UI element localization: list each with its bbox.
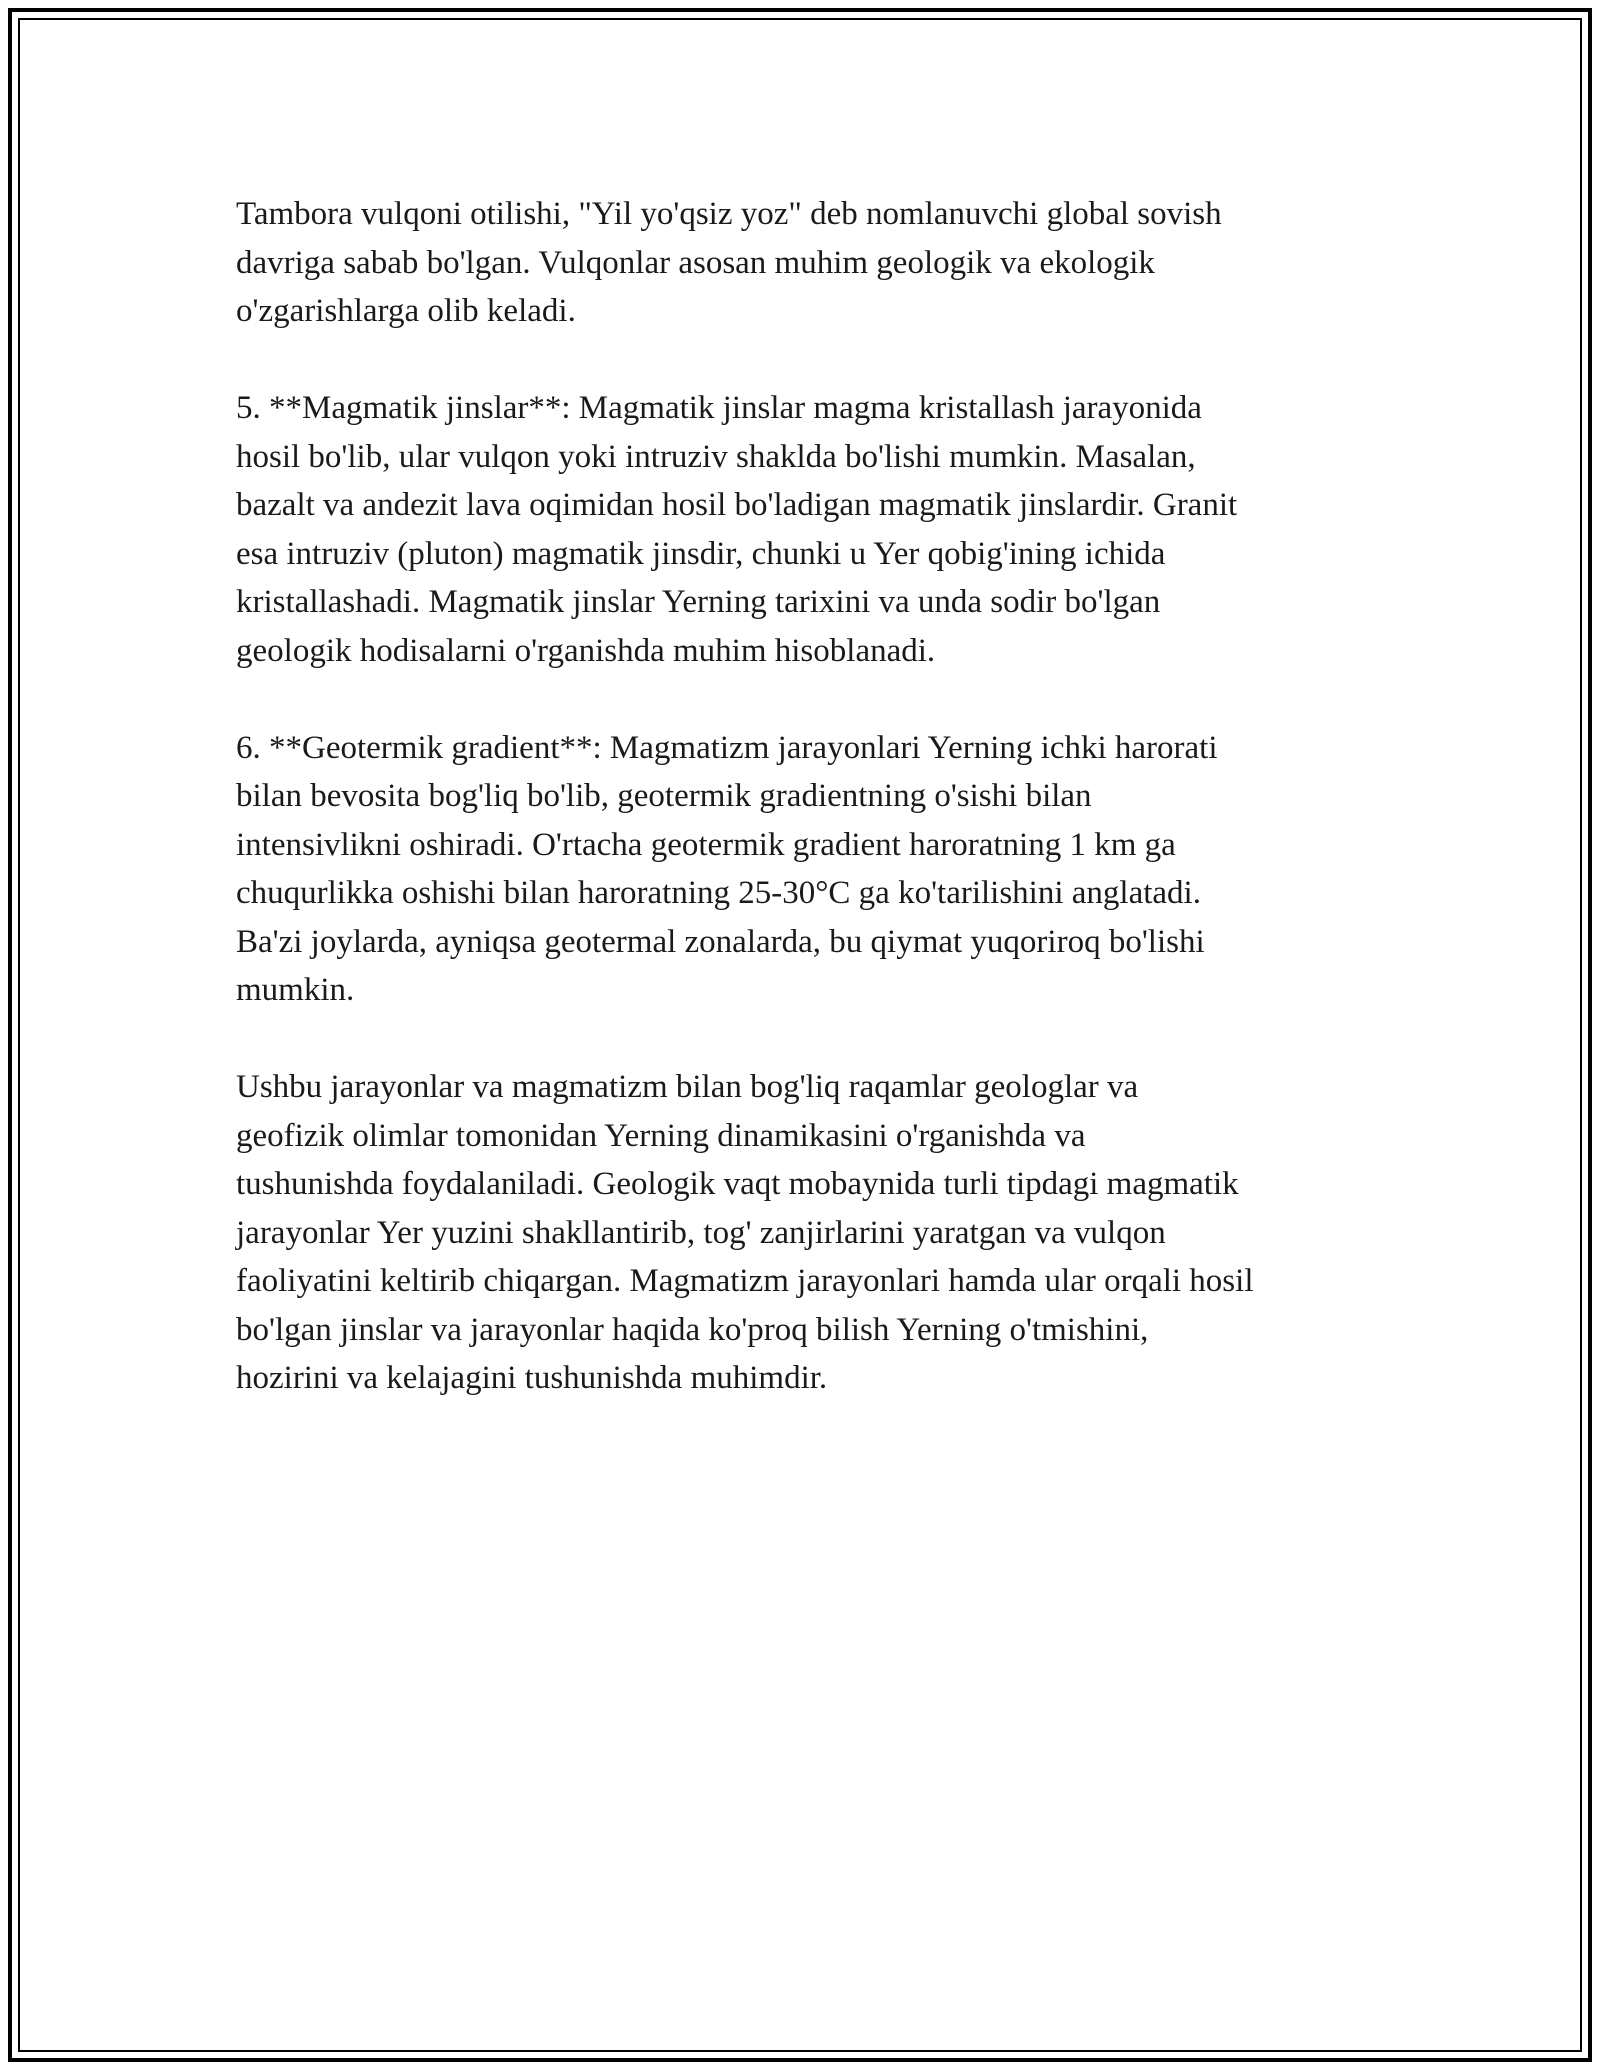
paragraph-geotermik-gradient: 6. **Geotermik gradient**: Magmatizm jarayonlari Yerning ichki harorati bilan bevosita bog'liq bo'lib, geotermik gradientning o'sishi bilan intensivlikni oshiradi. O'rtacha geotermik gradient haroratning 1 km ga chuqurlikka oshishi bilan haroratning 25-30°C ga ko'tarilishini anglatadi. Ba'zi joylarda, ayniqsa geotermal zonalarda, bu qiymat yuqoriroq bo'lishi mumkin. xyxy=(236,729,1218,1008)
paragraph-magmatik-jinslar: 5. **Magmatik jinslar**: Magmatik jinslar magma kristallash jarayonida hosil bo'lib, ular vulqon yoki intruziv shaklda bo'lishi mumkin. Masalan, bazalt va andezit lava oqimidan hosil bo'ladigan magmatik jinslardir. Granit esa intruziv (pluton) magmatik jinsdir, chunki u Yer qobig'ining ichida kristallashadi. Magmatik jinslar Yerning tarixini va unda sodir bo'lgan geologik hodisalarni o'rganishda muhim hisoblanadi. xyxy=(236,390,1238,669)
paragraph-conclusion: Ushbu jarayonlar va magmatizm bilan bog'liq raqamlar geologlar va geofizik olimlar tomonidan Yerning dinamikasini o'rganishda va tushunishda foydalaniladi. Geologik vaqt mobaynida turli tipdagi magmatik jarayonlar Yer yuzini shakllantirib, tog' zanjirlarini yaratgan va vulqon faoliyatini keltirib chiqargan. Magmatizm jarayonlari hamda ular orqali hosil bo'lgan jinslar va jarayonlar haqida ko'proq bilish Yerning o'tmishini, hozirini va kelajagini tushunishda muhimdir. xyxy=(236,1069,1254,1396)
paragraph-tambora: Tambora vulqoni otilishi, "Yil yo'qsiz yoz" deb nomlanuvchi global sovish davriga sabab bo'lgan. Vulqonlar asosan muhim geologik va ekologik o'zgarishlarga olib keladi. xyxy=(236,196,1222,329)
document-body xyxy=(236,190,1376,1451)
